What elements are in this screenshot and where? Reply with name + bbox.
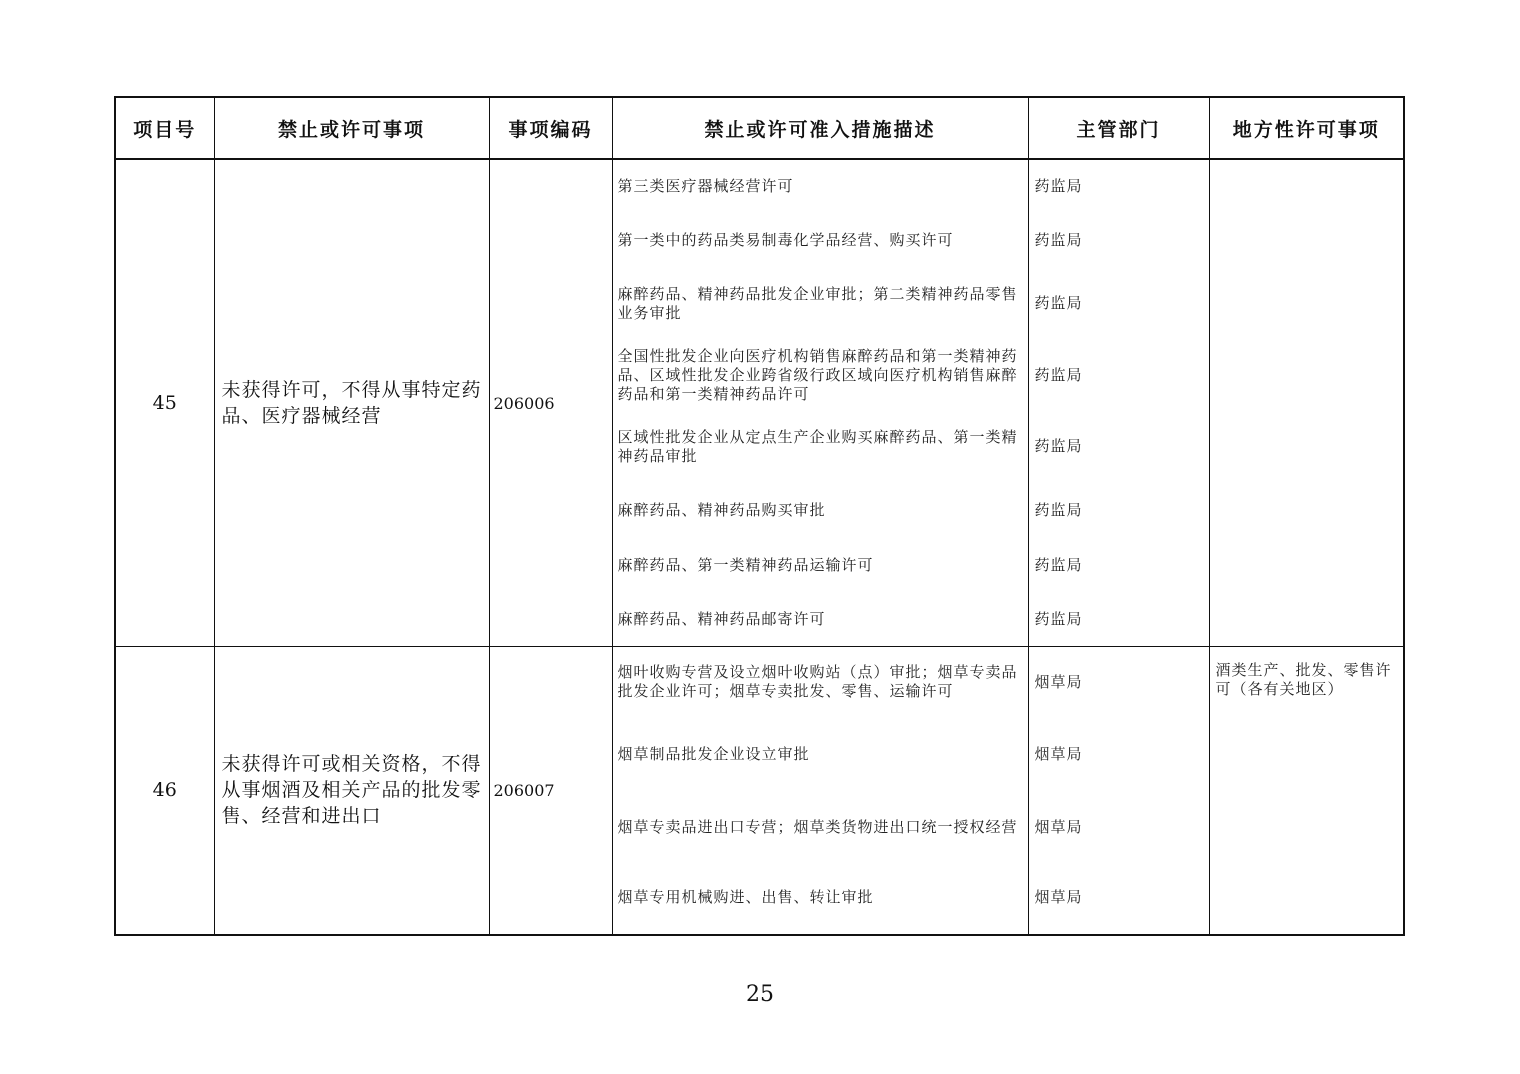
measure-description: 全国性批发企业向医疗机构销售麻醉药品和第一类精神药品、区域性批发企业跨省级行政区域向医疗机构销售麻醉药品和第一类精神药品许可 xyxy=(617,347,1018,403)
measure-description: 麻醉药品、精神药品邮寄许可 xyxy=(617,609,826,628)
item-text: 未获得许可，不得从事特定药品、医疗器械经营 xyxy=(214,159,489,647)
table-row xyxy=(115,159,1404,647)
table-row xyxy=(115,647,1404,935)
department: 药监局 xyxy=(1034,437,1083,455)
table-header-row xyxy=(115,97,1404,159)
header-description: 禁止或许可准入措施描述 xyxy=(612,97,1028,159)
measure-description: 烟叶收购专营及设立烟叶收购站（点）审批；烟草专卖品批发企业许可；烟草专卖批发、零售、运输许可 xyxy=(617,663,1018,700)
item-code: 206007 xyxy=(489,647,612,935)
measure-description: 烟草专卖品进出口专营；烟草类货物进出口统一授权经营 xyxy=(617,817,1018,836)
page-number: 25 xyxy=(746,982,774,1007)
department: 药监局 xyxy=(1034,230,1083,249)
header-local-permit: 地方性许可事项 xyxy=(1209,97,1404,159)
header-department: 主管部门 xyxy=(1028,97,1209,159)
measure-description: 麻醉药品、精神药品购买审批 xyxy=(617,500,826,519)
department: 药监局 xyxy=(1034,366,1083,384)
item-text: 未获得许可或相关资格，不得从事烟酒及相关产品的批发零售、经营和进出口 xyxy=(214,647,489,935)
departments xyxy=(1028,159,1209,647)
item-number: 45 xyxy=(115,159,214,647)
header-item-no: 项目号 xyxy=(115,97,214,159)
department: 药监局 xyxy=(1034,500,1083,519)
department: 药监局 xyxy=(1034,555,1083,574)
measure-description: 麻醉药品、第一类精神药品运输许可 xyxy=(617,555,874,574)
measure-description: 烟草制品批发企业设立审批 xyxy=(617,744,810,763)
measure-descriptions xyxy=(612,159,1028,647)
department: 烟草局 xyxy=(1034,672,1083,691)
permit-table xyxy=(114,96,1405,936)
measure-descriptions xyxy=(612,647,1028,935)
measure-description: 烟草专用机械购进、出售、转让审批 xyxy=(617,887,874,906)
local-permit: 酒类生产、批发、零售许可（各有关地区） xyxy=(1209,647,1404,935)
measure-description: 麻醉药品、精神药品批发企业审批；第二类精神药品零售业务审批 xyxy=(617,284,1018,322)
header-code: 事项编码 xyxy=(489,97,612,159)
measure-description: 区域性批发企业从定点生产企业购买麻醉药品、第一类精神药品审批 xyxy=(617,427,1018,465)
department: 烟草局 xyxy=(1034,817,1083,836)
measure-description: 第三类医疗器械经营许可 xyxy=(617,177,794,195)
item-number: 46 xyxy=(115,647,214,935)
department: 药监局 xyxy=(1034,177,1083,195)
header-item: 禁止或许可事项 xyxy=(214,97,489,159)
local-permit xyxy=(1209,159,1404,647)
department: 药监局 xyxy=(1034,609,1083,628)
departments xyxy=(1028,647,1209,935)
item-code: 206006 xyxy=(489,159,612,647)
measure-description: 第一类中的药品类易制毒化学品经营、购买许可 xyxy=(617,230,954,249)
department: 烟草局 xyxy=(1034,887,1083,906)
department: 药监局 xyxy=(1034,294,1083,312)
department: 烟草局 xyxy=(1034,744,1083,763)
